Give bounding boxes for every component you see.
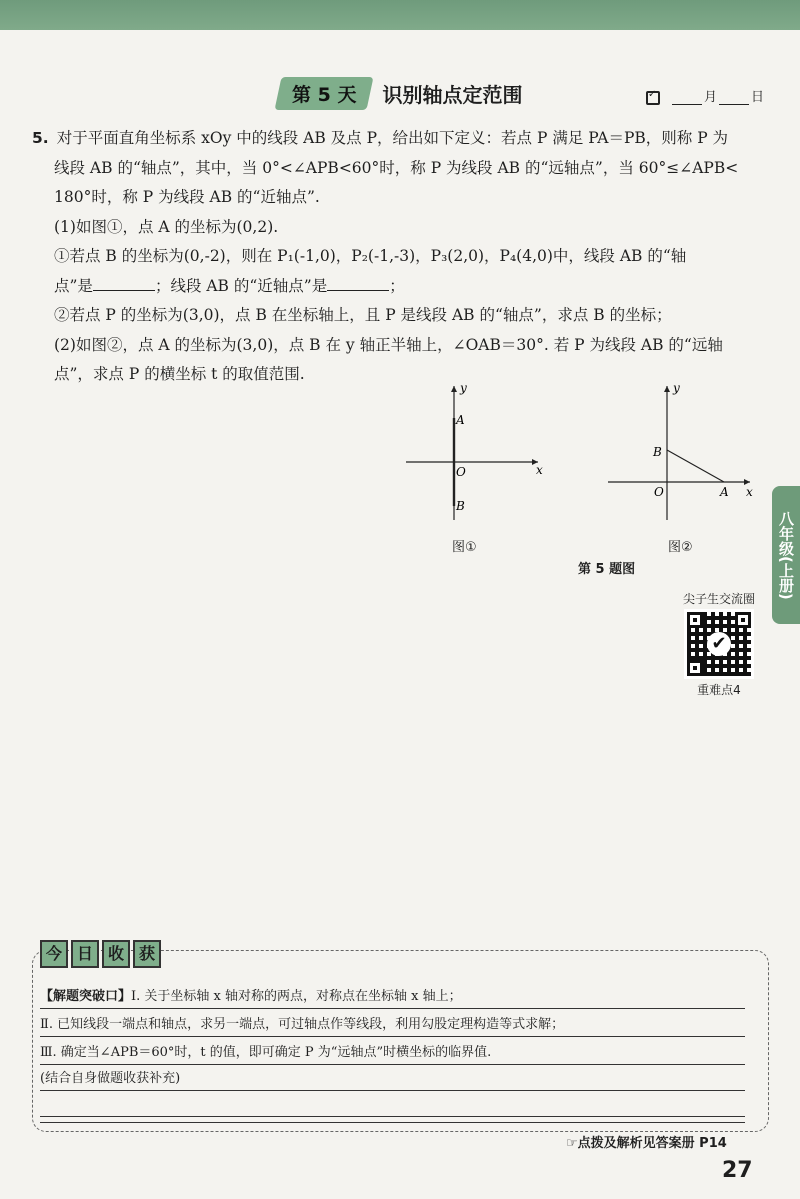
problem-number: 5. bbox=[32, 129, 49, 147]
fig2-point-b-label: B bbox=[653, 445, 662, 459]
part-1: (1)如图①，点 A 的坐标为(0,2). bbox=[54, 217, 279, 236]
sub1b-text-2: ；线段 AB 的“近轴点”是 bbox=[154, 276, 328, 295]
fig1-caption: 图① bbox=[452, 540, 477, 555]
figures bbox=[400, 378, 760, 588]
fig1-y-arrow bbox=[451, 386, 457, 392]
page-number: 27 bbox=[722, 1158, 753, 1183]
month-label: 月 bbox=[704, 90, 718, 105]
problem-line-1: 对于平面直角坐标系 xOy 中的线段 AB 及点 P，给出如下定义：若点 P 满足 PA＝PB，则称 P 为 bbox=[56, 129, 729, 147]
figure-2 bbox=[608, 381, 753, 520]
day-badge: 第 5 天 bbox=[274, 77, 373, 110]
day-label: 日 bbox=[751, 90, 765, 105]
fig1-y-label: y bbox=[460, 381, 467, 395]
problem-line-3: 180°时，称 P 为线段 AB 的“近轴点”. bbox=[54, 188, 320, 206]
qr-code-icon[interactable] bbox=[684, 609, 754, 679]
fig2-y-label: y bbox=[673, 381, 680, 395]
fig1-point-a-label: A bbox=[456, 413, 465, 427]
harvest-char-4: 获 bbox=[133, 940, 161, 968]
answer-reference: ☞点拨及解析见答案册 P14 bbox=[566, 1136, 727, 1151]
harvest-char-3: 收 bbox=[102, 940, 130, 968]
qr-finder-bl bbox=[687, 660, 703, 676]
fig2-point-a-label: A bbox=[720, 485, 729, 499]
harvest-badge bbox=[40, 940, 161, 968]
qr-finder-tl bbox=[687, 612, 703, 628]
harvest-point-1: Ⅰ. 关于坐标轴 x 轴对称的两点，对称点在坐标轴 x 轴上； bbox=[131, 989, 462, 1004]
grade-side-tab: 八年级(上册) bbox=[772, 486, 800, 624]
harvest-line-1 bbox=[40, 986, 745, 1009]
answer-blank-1[interactable] bbox=[93, 276, 155, 291]
part-2-line-2: 点”，求点 P 的横坐标 t 的取值范围. bbox=[54, 365, 305, 383]
check-icon: ✔ bbox=[707, 632, 731, 656]
fig1-origin-label: O bbox=[456, 465, 466, 479]
problem-5 bbox=[32, 124, 772, 390]
sub1b-text-1: 点”是 bbox=[54, 276, 93, 295]
part-2-line-1: (2)如图②，点 A 的坐标为(3,0)，点 B 在 y 轴正半轴上，∠OAB＝30°. 若 P 为线段 AB 的“远轴 bbox=[54, 335, 723, 354]
harvest-char-2: 日 bbox=[71, 940, 99, 968]
subquestion-1b bbox=[32, 272, 772, 302]
harvest-blank-line-2[interactable] bbox=[40, 1108, 745, 1123]
harvest-line-2: Ⅱ. 已知线段一端点和轴点，求另一端点，可过轴点作等线段，利用勾股定理构造等式求解； bbox=[40, 1014, 745, 1037]
harvest-line-3: Ⅲ. 确定当∠APB＝60°时，t 的值，即可确定 P 为“远轴点”时横坐标的临界值. bbox=[40, 1042, 745, 1065]
figure-1 bbox=[406, 381, 543, 520]
qr-code-block[interactable] bbox=[676, 590, 762, 698]
qr-bottom-label: 重难点4 bbox=[697, 683, 741, 697]
harvest-key-label: 【解题突破口】 bbox=[40, 989, 132, 1004]
calendar-check-icon bbox=[646, 91, 660, 105]
answer-blank-2[interactable] bbox=[327, 276, 389, 291]
harvest-char-1: 今 bbox=[40, 940, 68, 968]
subquestion-1a: ①若点 B 的坐标为(0,-2)，则在 P₁(-1,0)，P₂(-1,-3)，P₃(2,0)，P₄(4,0)中，线段 AB 的“轴 bbox=[54, 247, 687, 265]
topic-title: 识别轴点定范围 bbox=[382, 82, 523, 107]
sub1b-text-3: ； bbox=[389, 276, 405, 295]
fig2-segment-ab bbox=[667, 450, 724, 482]
fig2-caption: 图② bbox=[668, 540, 693, 555]
fig2-origin-label: O bbox=[654, 485, 664, 499]
qr-top-label: 尖子生交流圈 bbox=[682, 592, 755, 606]
fig2-y-arrow bbox=[664, 386, 670, 392]
figure-main-caption: 第 5 题图 bbox=[578, 562, 636, 577]
qr-finder-tr bbox=[735, 612, 751, 628]
subquestion-1c: ②若点 P 的坐标为(3,0)，点 B 在坐标轴上，且 P 是线段 AB 的“轴点”，求点 B 的坐标； bbox=[54, 306, 672, 324]
fig2-x-label: x bbox=[746, 485, 753, 499]
top-color-band bbox=[0, 0, 800, 30]
section-title bbox=[278, 78, 522, 108]
fig1-point-b-label: B bbox=[456, 499, 465, 513]
coordinate-figures bbox=[400, 378, 760, 538]
month-blank bbox=[672, 91, 702, 105]
problem-line-2: 线段 AB 的“轴点”，其中，当 0°<∠APB<60°时，称 P 为线段 AB 的“远轴点”，当 60°≤∠APB< bbox=[54, 158, 739, 177]
harvest-line-4[interactable]: (结合自身做题收获补充) bbox=[40, 1068, 745, 1091]
date-field bbox=[646, 86, 764, 105]
day-blank bbox=[719, 91, 749, 105]
fig1-x-label: x bbox=[536, 463, 543, 477]
